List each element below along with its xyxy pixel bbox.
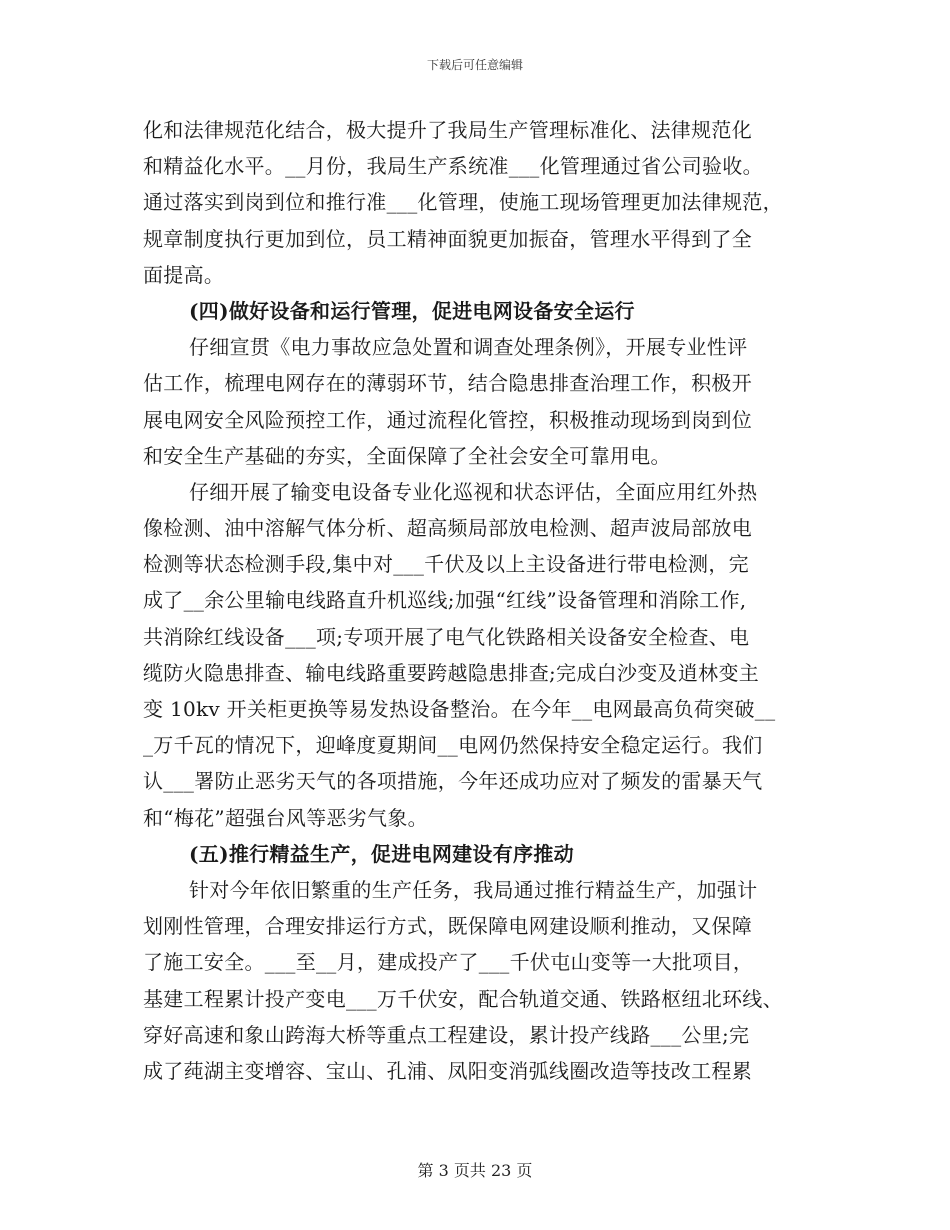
page-footer: 第 3 页共 23 页 <box>417 1161 533 1180</box>
text-line: 面提高。 <box>143 262 225 287</box>
text-line: 检测等状态检测手段,集中对___千伏及以上主设备进行带电检测，完 <box>143 552 749 577</box>
text-line: 和安全生产基础的夯实，全面保障了全社会安全可靠用电。 <box>143 443 671 468</box>
text-line: 了施工安全。___至__月，建成投产了___千伏屯山变等一大批项目， <box>143 950 754 975</box>
text-line: 变 10kv 开关柜更换等易发热设备整治。在今年__电网最高负荷突破__ <box>143 697 776 721</box>
text-line: 认___署防止恶劣天气的各项措施，今年还成功应对了频发的雷暴天气 <box>143 769 763 794</box>
text-line: 估工作，梳理电网存在的薄弱环节，结合隐患排查治理工作，积极开 <box>143 371 752 396</box>
text-line: 基建工程累计投产变电___万千伏安，配合轨道交通、铁路枢纽北环线、 <box>143 986 783 1011</box>
text-line: 划刚性管理，合理安排运行方式，既保障电网建设顺利推动，又保障 <box>143 914 752 939</box>
section-heading: (五)推行精益生产，促进电网建设有序推动 <box>189 841 574 866</box>
text-line: 成了莼湖主变增容、宝山、孔浦、凤阳变消弧线圈改造等技改工程累 <box>143 1058 752 1083</box>
text-line: 化和法律规范化结合，极大提升了我局生产管理标准化、法律规范化 <box>143 118 752 142</box>
document-body <box>143 112 815 1089</box>
text-line: 针对今年依旧繁重的生产任务，我局通过推行精益生产，加强计 <box>189 877 758 902</box>
text-line: 和精益化水平。__月份，我局生产系统准___化管理通过省公司验收。 <box>143 154 763 179</box>
text-line: 展电网安全风险预控工作，通过流程化管控，积极推动现场到岗到位 <box>143 407 752 432</box>
text-line: _万千瓦的情况下，迎峰度夏期间__电网仍然保持安全稳定运行。我们 <box>143 733 763 758</box>
section-heading: (四)做好设备和运行管理，促进电网设备安全运行 <box>189 298 635 323</box>
text-line: 仔细开展了输变电设备专业化巡视和状态评估，全面应用红外热 <box>189 479 758 504</box>
text-line: 仔细宣贯《电力事故应急处置和调查处理条例》，开展专业性评 <box>189 335 748 360</box>
page-header: 下载后可任意编辑 <box>426 58 523 72</box>
text-line: 穿好高速和象山跨海大桥等重点工程建设，累计投产线路___公里;完 <box>143 1022 750 1047</box>
text-line: 通过落实到岗到位和推行准___化管理，使施工现场管理更加法律规范， <box>143 190 783 215</box>
text-line: 成了__余公里输电线路直升机巡线;加强“红线”设备管理和消除工作, <box>143 588 747 613</box>
text-line: 规章制度执行更加到位，员工精神面貌更加振奋，管理水平得到了全 <box>143 226 752 251</box>
text-line: 共消除红线设备___项;专项开展了电气化铁路相关设备安全检查、电 <box>143 624 750 649</box>
text-line: 像检测、油中溶解气体分析、超高频局部放电检测、超声波局部放电 <box>143 516 752 541</box>
text-line: 缆防火隐患排查、输电线路重要跨越隐患排查;完成白沙变及逍林变主 <box>143 660 760 685</box>
text-line: 和“梅花”超强台风等恶劣气象。 <box>143 805 428 830</box>
